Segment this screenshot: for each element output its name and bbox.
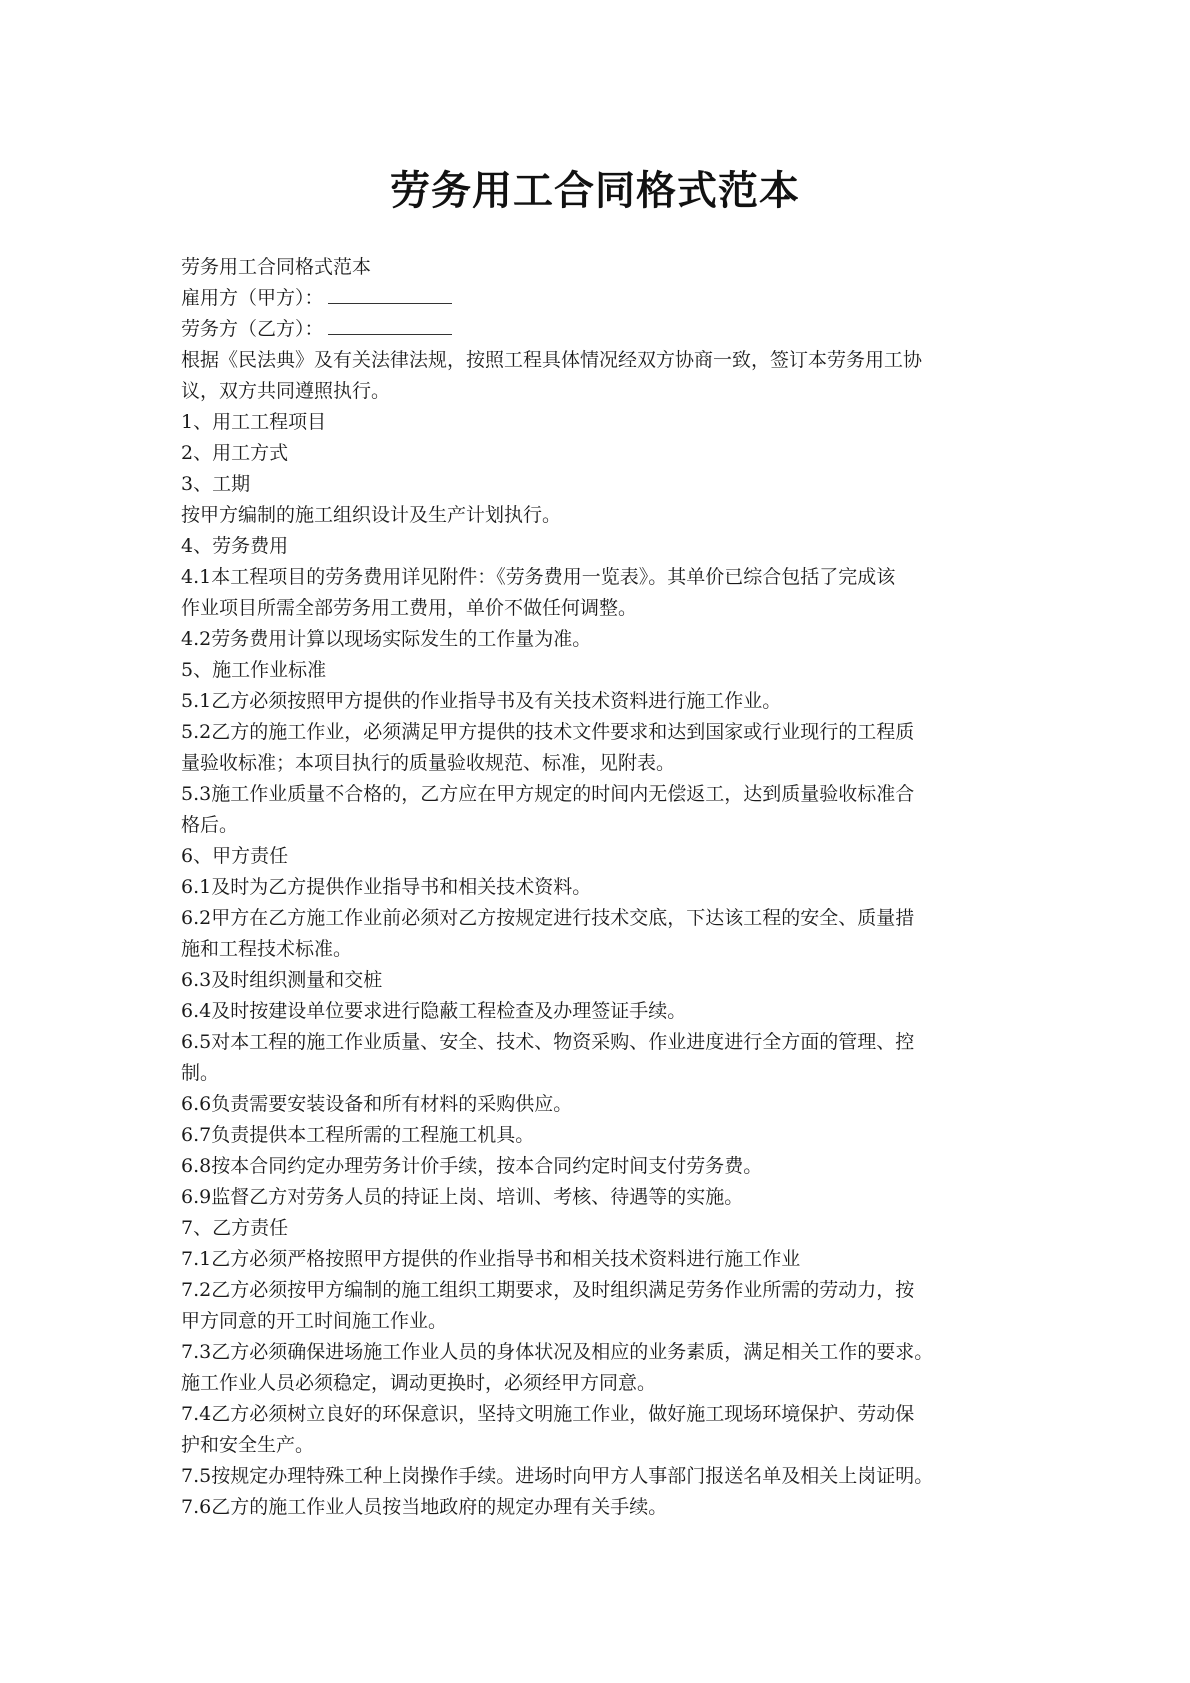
text-line [181, 1120, 1021, 1151]
text-line [181, 903, 1021, 934]
text-line [181, 1337, 1021, 1368]
text-line [181, 717, 1021, 748]
text-line [181, 500, 1021, 531]
line-text: 格后。 [181, 814, 239, 836]
text-line [181, 283, 1021, 314]
line-text: 议，双方共同遵照执行。 [181, 380, 391, 402]
text-line [181, 1368, 1021, 1399]
line-text: 5、施工作业标准 [181, 659, 327, 681]
line-text: 4、劳务费用 [181, 535, 289, 557]
line-text: 2、用工方式 [181, 442, 289, 464]
line-text: 制。 [181, 1062, 220, 1084]
line-text: 根据《民法典》及有关法律法规，按照工程具体情况经双方协商一致，签订本劳务用工协 [181, 349, 923, 371]
line-text: 甲方同意的开工时间施工作业。 [181, 1310, 448, 1332]
text-line [181, 1151, 1021, 1182]
line-text: 6.5对本工程的施工作业质量、安全、技术、物资采购、作业进度进行全方面的管理、控 [181, 1031, 915, 1053]
text-line [181, 469, 1021, 500]
line-text: 4.1本工程项目的劳务费用详见附件：《劳务费用一览表》。其单价已综合包括了完成该 [181, 566, 896, 588]
text-line [181, 934, 1021, 965]
line-text: 作业项目所需全部劳务用工费用，单价不做任何调整。 [181, 597, 638, 619]
line-text: 护和安全生产。 [181, 1434, 315, 1456]
line-text: 按甲方编制的施工组织设计及生产计划执行。 [181, 504, 562, 526]
text-line [181, 438, 1021, 469]
line-text: 劳务方（乙方）： [181, 318, 324, 340]
fill-in-blank[interactable] [328, 283, 452, 304]
text-line [181, 593, 1021, 624]
text-line [181, 1492, 1021, 1523]
line-text: 6.4及时按建设单位要求进行隐蔽工程检查及办理签证手续。 [181, 1000, 687, 1022]
text-line [181, 252, 1021, 283]
text-line [181, 996, 1021, 1027]
line-text: 6.8按本合同约定办理劳务计价手续，按本合同约定时间支付劳务费。 [181, 1155, 763, 1177]
text-line [181, 1430, 1021, 1461]
line-text: 6、甲方责任 [181, 845, 289, 867]
text-line [181, 1399, 1021, 1430]
text-line [181, 1182, 1021, 1213]
line-text: 6.2甲方在乙方施工作业前必须对乙方按规定进行技术交底，下达该工程的安全、质量措 [181, 907, 915, 929]
line-text: 3、工期 [181, 473, 251, 495]
text-line [181, 1213, 1021, 1244]
line-text: 7.4乙方必须树立良好的环保意识，坚持文明施工作业，做好施工现场环境保护、劳动保 [181, 1403, 915, 1425]
line-text: 雇用方（甲方）： [181, 287, 324, 309]
line-text: 7.1乙方必须严格按照甲方提供的作业指导书和相关技术资料进行施工作业 [181, 1248, 801, 1270]
text-line [181, 1244, 1021, 1275]
text-line [181, 748, 1021, 779]
line-text: 7.2乙方必须按甲方编制的施工组织工期要求，及时组织满足劳务作业所需的劳动力，按 [181, 1279, 915, 1301]
text-line [181, 779, 1021, 810]
line-text: 7.5按规定办理特殊工种上岗操作手续。进场时向甲方人事部门报送名单及相关上岗证明。 [181, 1465, 934, 1487]
text-line [181, 531, 1021, 562]
line-text: 施工作业人员必须稳定，调动更换时，必须经甲方同意。 [181, 1372, 657, 1394]
line-text: 1、用工工程项目 [181, 411, 327, 433]
document-body [181, 252, 1021, 1523]
line-text: 施和工程技术标准。 [181, 938, 353, 960]
fill-in-blank[interactable] [328, 314, 452, 335]
line-text: 7、乙方责任 [181, 1217, 289, 1239]
text-line [181, 376, 1021, 407]
text-line [181, 345, 1021, 376]
text-line [181, 686, 1021, 717]
line-text: 6.6负责需要安装设备和所有材料的采购供应。 [181, 1093, 573, 1115]
text-line [181, 872, 1021, 903]
line-text: 6.7负责提供本工程所需的工程施工机具。 [181, 1124, 535, 1146]
text-line [181, 655, 1021, 686]
line-text: 5.1乙方必须按照甲方提供的作业指导书及有关技术资料进行施工作业。 [181, 690, 782, 712]
line-text: 6.1及时为乙方提供作业指导书和相关技术资料。 [181, 876, 592, 898]
line-text: 劳务用工合同格式范本 [181, 256, 372, 278]
line-text: 5.3施工作业质量不合格的，乙方应在甲方规定的时间内无偿返工，达到质量验收标准合 [181, 783, 915, 805]
text-line [181, 1027, 1021, 1058]
line-text: 7.3乙方必须确保进场施工作业人员的身体状况及相应的业务素质，满足相关工作的要求。 [181, 1341, 934, 1363]
text-line [181, 407, 1021, 438]
text-line [181, 562, 1021, 593]
line-text: 4.2劳务费用计算以现场实际发生的工作量为准。 [181, 628, 592, 650]
text-line [181, 1306, 1021, 1337]
text-line [181, 1089, 1021, 1120]
line-text: 量验收标准；本项目执行的质量验收规范、标准，见附表。 [181, 752, 676, 774]
text-line [181, 1058, 1021, 1089]
text-line [181, 314, 1021, 345]
text-line [181, 841, 1021, 872]
line-text: 6.3及时组织测量和交桩 [181, 969, 383, 991]
text-line [181, 810, 1021, 841]
document-title: 劳务用工合同格式范本 [390, 167, 800, 214]
text-line [181, 965, 1021, 996]
line-text: 7.6乙方的施工作业人员按当地政府的规定办理有关手续。 [181, 1496, 668, 1518]
text-line [181, 1275, 1021, 1306]
line-text: 6.9监督乙方对劳务人员的持证上岗、培训、考核、待遇等的实施。 [181, 1186, 744, 1208]
text-line [181, 1461, 1021, 1492]
line-text: 5.2乙方的施工作业，必须满足甲方提供的技术文件要求和达到国家或行业现行的工程质 [181, 721, 915, 743]
text-line [181, 624, 1021, 655]
